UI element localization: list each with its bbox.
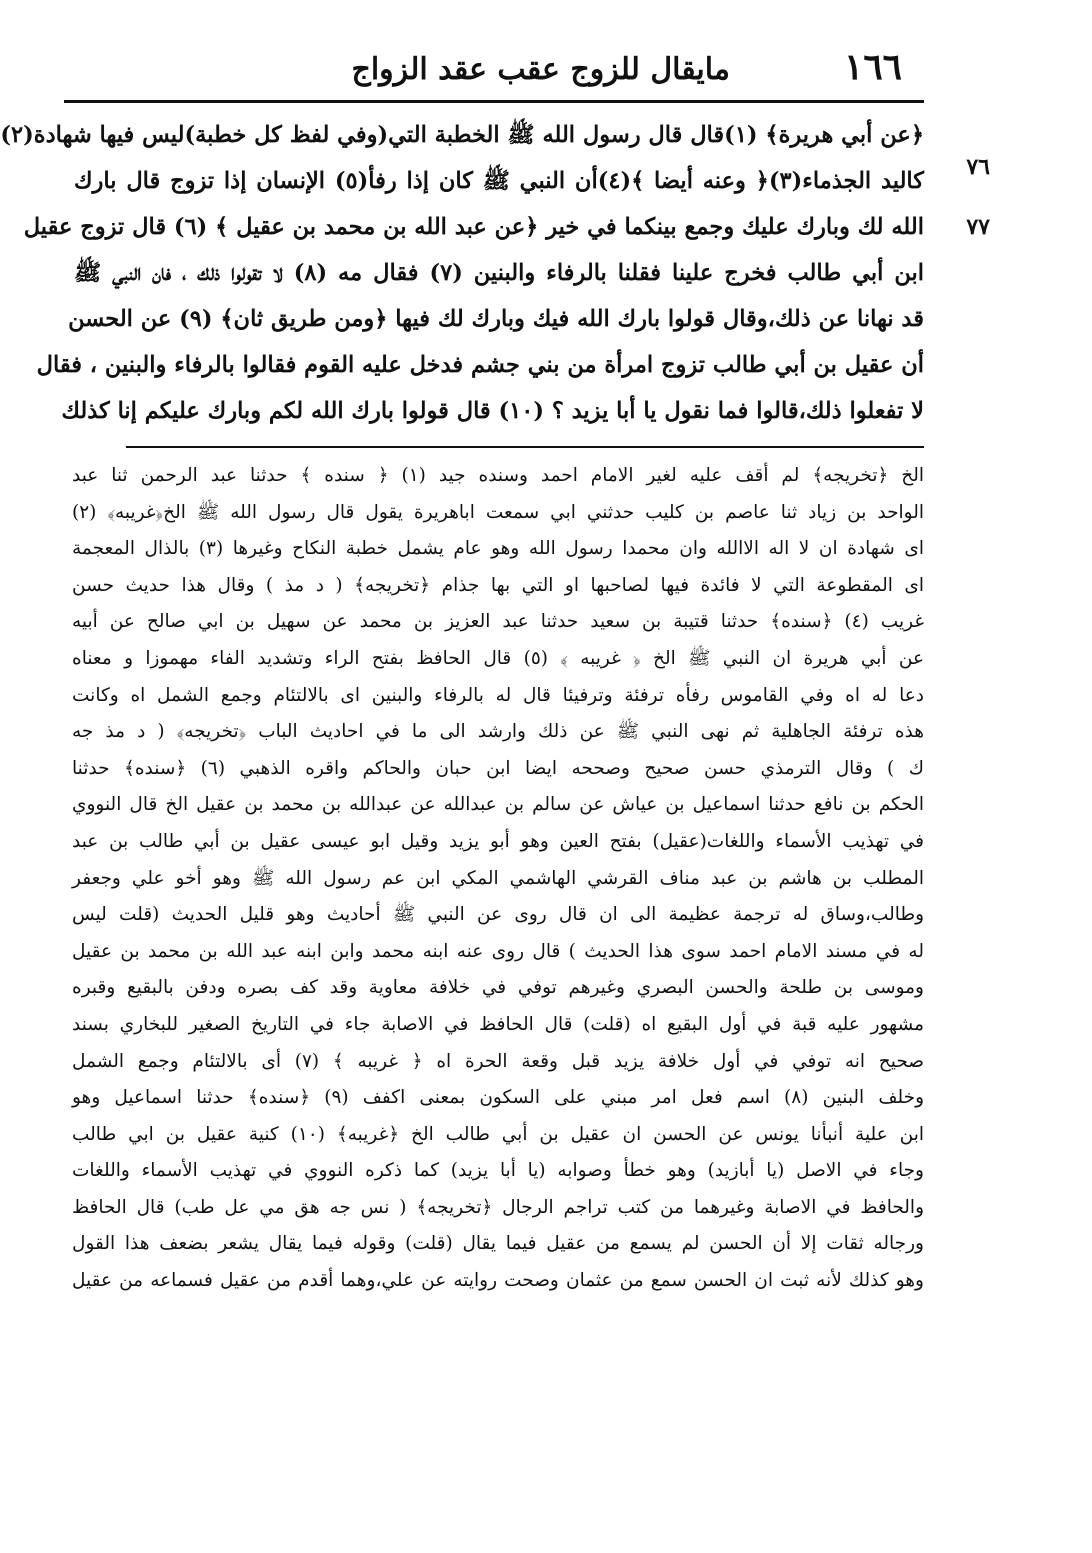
text-line: لا تفعلوا ذلك،قالوا فما نقول يا أبا يزيد ؟ (١٠) قال قولوا بارك الله لكم وبارك عليكم إنا كذلك	[61, 398, 924, 424]
hadith-number: ٧٧	[966, 214, 990, 240]
commentary-line: اى شهادة ان لا اله الاالله وان محمدا رسول الله وهو عام يشمل خطبة النكاح وغيرها (٣) بالذال المعجمة	[72, 538, 924, 560]
text-line: أن عقيل بن أبي طالب تزوج امرأة من بني جشم فدخل عليه القوم فقالوا بالرفاء والبنين ، فقال	[36, 352, 924, 378]
commentary-line: وهو كذلك لأنه ثبت ان الحسن سمع من عثمان وصحت روايته عن علي،وهما أقدم من عقيل فسماعه من عقيل	[72, 1270, 924, 1292]
commentary-line: وجاء في الاصل (يا أبازيد) وهو خطأ وصوابه (يا أبا يزيد) كما ذكره النووي في تهذيب الأسماء واللغات	[72, 1160, 924, 1182]
commentary-line: له في مسند الامام احمد سوى هذا الحديث ) قال روى عنه ابنه محمد وابن ابنه عبد الله بن محمد بن عقيل	[72, 940, 924, 962]
page-number: ١٦٦	[843, 46, 902, 88]
commentary-line: وطالب،وساق له ترجمة عظيمة الى ان قال روى عن النبي ﷺ أحاديث وهو قليل الحديث (قلت ليس	[72, 904, 924, 926]
hadith-number: ٧٦	[966, 154, 990, 180]
commentary-line: ك ) وقال الترمذي حسن صحيح وصححه ايضا ابن حبان والحاكم واقره الذهبي (٦) ﴿سنده﴾ حدثنا	[72, 757, 924, 779]
commentary-line: دعا له اه وفي القاموس رفأه ترفئة وترفيئا قال له بالرفاء والبنين اى بالالتئام وجمع الشمل اه وكانت	[72, 684, 924, 706]
commentary-line: هذه ترفئة الجاهلية ثم نهى النبي ﷺ عن ذلك وارشد الى ما في احاديث الباب ﴿تخريجه﴾ ( د مذ جه	[72, 721, 924, 743]
text-line: قد نهانا عن ذلك،وقال قولوا بارك الله فيك وبارك لك فيها ﴿ومن طريق ثان﴾ (٩) عن الحسن	[68, 306, 924, 332]
commentary-line: الحكم بن نافع حدثنا اسماعيل بن عياش عن سالم بن عبدالله عن عبدالله بن محمد بن عقيل الخ قال النووي	[72, 794, 924, 816]
commentary-line: في تهذيب الأسماء واللغات(عقيل) بفتح العين وهو أبو يزيد وقيل ابو عيسى عقيل بن أبي طالب بن عبد	[72, 830, 924, 852]
page-header	[60, 44, 940, 96]
text-line: الله لك وبارك عليك وجمع بينكما في خير ﴿عن عبد الله بن محمد بن عقيل ﴾ (٦) قال تزوج عقيل	[23, 214, 924, 240]
commentary-line: صحيح انه توفي في أول خلافة يزيد قبل وقعة الحرة اه ﴿ غريبه ﴾ (٧) أى بالالتئام وجمع الشمل	[72, 1050, 924, 1072]
commentary-text	[72, 458, 924, 1300]
commentary-line: ابن علية أنبأنا يونس عن الحسن ان عقيل بن أبي طالب الخ ﴿غريبه﴾ (١٠) كنية عقيل بن ابي طالب	[72, 1123, 924, 1145]
commentary-line: غريب (٤) ﴿سنده﴾ حدثنا قتيبة بن سعيد حدثنا عبد العزيز بن محمد عن سهيل بن ابي صالح عن أبيه	[72, 611, 925, 633]
text-line: كاليد الجذماء(٣)﴿ وعنه أيضا ﴾(٤)أن النبي ﷺ كان إذا رفأ(٥) الإنسان إذا تزوج قال بارك	[74, 168, 924, 194]
commentary-line: وموسى بن طلحة والحسن البصري وغيرهم توفي في خلافة معاوية وقد كف بصره ودفن بالبقيع وقبره	[72, 977, 924, 999]
commentary-line: وخلف البنين (٨) اسم فعل امر مبني على السكون بمعنى اكفف (٩) ﴿سنده﴾ حدثنا اسماعيل وهو	[72, 1087, 925, 1109]
hadith-text	[0, 112, 924, 434]
header-rule	[64, 100, 924, 103]
commentary-line: عن أبي هريرة ان النبي ﷺ الخ ﴿ غريبه ﴾ (٥) قال الحافظ بفتح الراء وتشديد الفاء مهموزا و معناه	[72, 647, 925, 669]
commentary-line: ورجاله ثقات إلا أن الحسن لم يسمع من عقيل فيما يقال (قلت) وقوله فيما يقال يشعر بضعف هذا القول	[72, 1233, 924, 1255]
running-title: مايقال للزوج عقب عقد الزواج	[351, 52, 730, 87]
commentary-line: والحافظ في الاصابة وغيرهما من كتب تراجم الرجال ﴿تخريجه﴾ ( نس جه هق مي عل طب) قال الحافظ	[72, 1196, 924, 1218]
commentary-line: مشهور عليه قبة في أول البقيع اه (قلت) قال الحافظ في الاصابة جاء في التاريخ الصغير للبخاري بسند	[72, 1013, 924, 1035]
text-line: ابن أبي طالب فخرج علينا فقلنا بالرفاء والبنين (٧) فقال مه (٨) لا تقولوا ذلك ، فان النبي ﷺ	[74, 260, 924, 286]
commentary-line: الخ ﴿تخريجه﴾ لم أقف عليه لغير الامام احمد وسنده جيد (١) ﴿ سنده ﴾ حدثنا عبد الرحمن ثنا عبد	[72, 465, 924, 486]
commentary-line: اى المقطوعة التي لا فائدة فيها لصاحبها او التي بها جذام ﴿تخريجه﴾ ( د مذ ) وقال هذا حديث حسن	[72, 574, 924, 596]
commentary-line: الواحد بن زياد ثنا عاصم بن كليب حدثني ابي سمعت اباهريرة يقول قال رسول الله ﷺ الخ﴿غريبه﴾ (٢)	[72, 501, 924, 523]
commentary-line: المطلب بن هاشم بن عبد مناف القرشي الهاشمي المكي ابن عم رسول الله ﷺ وهو أخو علي وجعفر	[72, 867, 924, 889]
text-line: ﴿عن أبي هريرة﴾ (١)قال قال رسول الله ﷺ الخطبة التي(وفي لفظ كل خطبة)ليس فيها شهادة(٢)	[0, 122, 924, 148]
commentary-divider	[126, 446, 924, 448]
